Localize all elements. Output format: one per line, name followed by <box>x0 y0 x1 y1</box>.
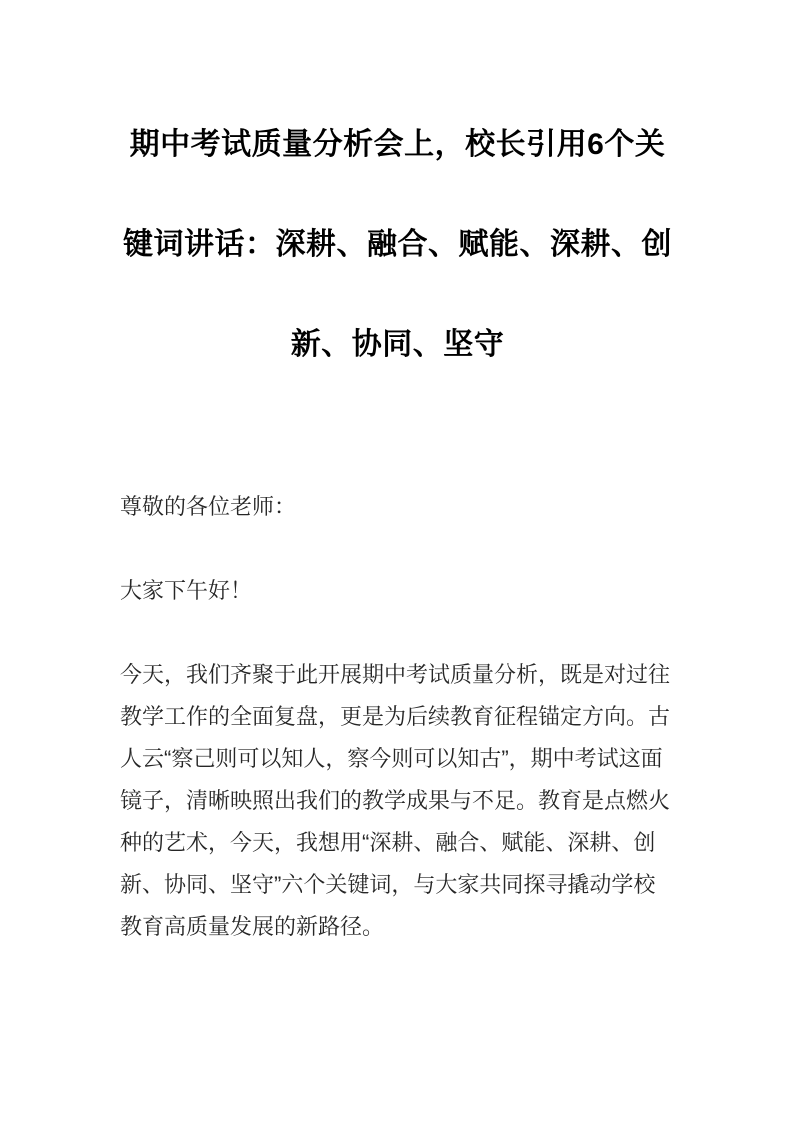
title-line-2: 键词讲话：深耕、融合、赋能、深耕、创 <box>123 228 672 261</box>
salutation-paragraph: 尊敬的各位老师： <box>120 494 297 519</box>
title-line-3: 新、协同、坚守 <box>290 328 505 361</box>
document-title <box>120 95 675 395</box>
document-body <box>120 486 675 948</box>
greeting-paragraph: 大家下午好！ <box>120 578 253 603</box>
title-line-1: 期中考试质量分析会上，校长引用6个关 <box>129 128 666 161</box>
main-paragraph: 今天，我们齐聚于此开展期中考试质量分析，既是对过往教学工作的全面复盘，更是为后续教育征程锚定方向。古人云“察己则可以知人，察今则可以知古”，期中考试这面镜子，清晰映照出我们的教学成果与不足。教育是点燃火种的艺术，今天，我想用“深耕、融合、赋能、深耕、创新、协同、坚守”六个关键词，与大家共同探寻撬动学校教育高质量发展的新路径。 <box>120 662 671 939</box>
